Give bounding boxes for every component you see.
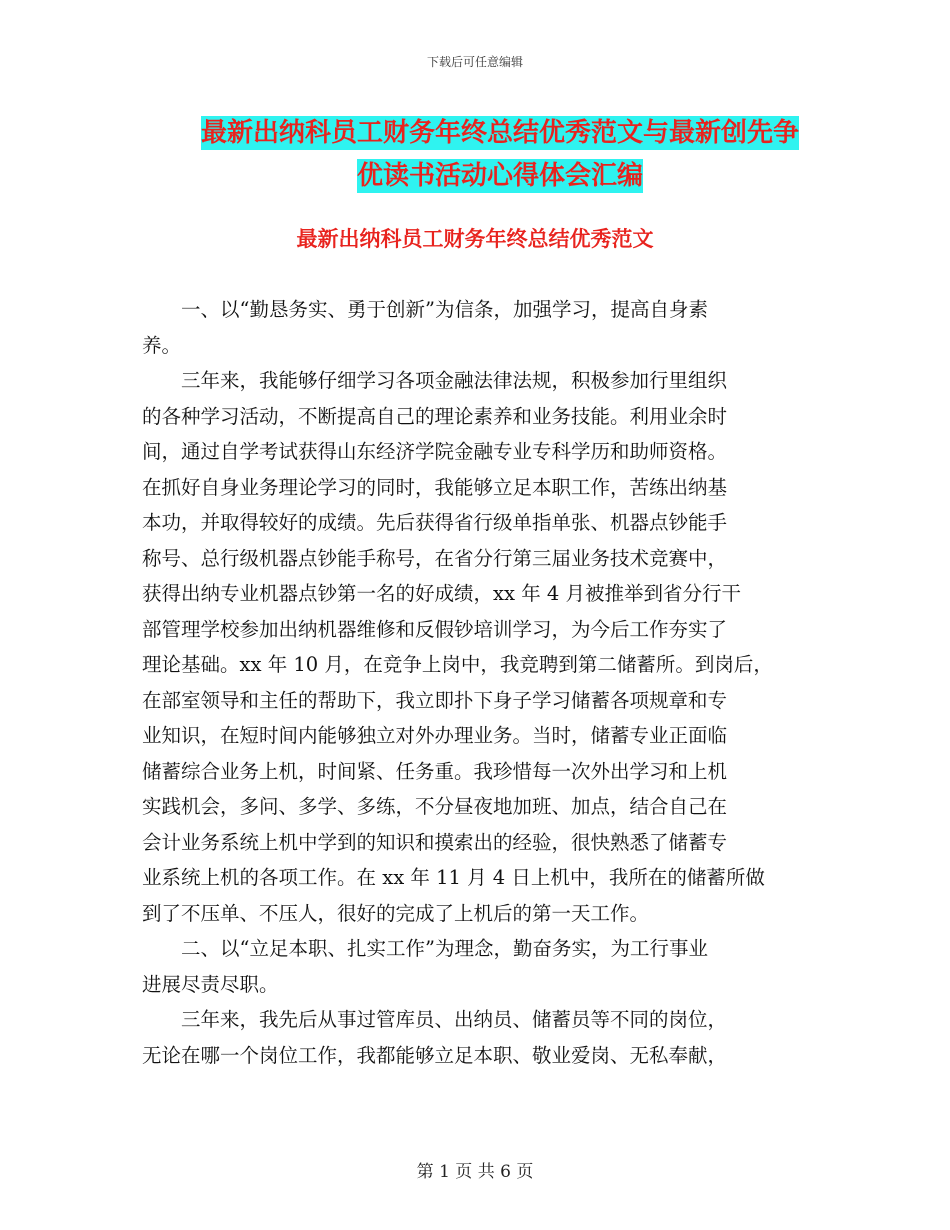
- paragraph-line: 二、以“立足本职、扎实工作”为理念，勤奋务实，为工行事业: [142, 937, 708, 960]
- document-title-line-2: [0, 158, 950, 194]
- document-title-line-1: [0, 115, 950, 151]
- paragraph-line: 获得出纳专业机器点钞第一名的好成绩，xx 年 4 月被推举到省分行干: [142, 582, 741, 605]
- paragraph-line: 实践机会，多问、多学、多练，不分昼夜地加班、加点，结合自己在: [142, 795, 728, 818]
- paragraph-line: 业系统上机的各项工作。在 xx 年 11 月 4 日上机中，我所在的储蓄所做: [142, 866, 765, 889]
- paragraph-line: 部管理学校参加出纳机器维修和反假钞培训学习，为今后工作夯实了: [142, 617, 728, 641]
- paragraph-line: 无论在哪一个岗位工作，我都能够立足本职、敬业爱岗、无私奉献，: [142, 1043, 728, 1067]
- document-title-text-2: 优读书活动心得体会汇编: [356, 161, 643, 191]
- document-title-text-1: 最新出纳科员工财务年终总结优秀范文与最新创先争: [200, 118, 799, 148]
- paragraph-line: 在部室领导和主任的帮助下，我立即扑下身子学习储蓄各项规章和专: [142, 688, 728, 712]
- paragraph-line: 进展尽责尽职。: [142, 972, 279, 996]
- page-number: 第 1 页 共 6 页: [416, 1162, 534, 1182]
- paragraph-line: 本功，并取得较好的成绩。先后获得省行级单指单张、机器点钞能手: [142, 511, 728, 534]
- paragraph-line: 在抓好自身业务理论学习的同时，我能够立足本职工作，苦练出纳基: [142, 475, 728, 499]
- paragraph-line: 会计业务系统上机中学到的知识和摸索出的经验，很快熟悉了储蓄专: [142, 830, 728, 854]
- body-text: [142, 292, 832, 1073]
- section-title: 最新出纳科员工财务年终总结优秀范文: [296, 226, 654, 251]
- paragraph-line: 养。: [142, 333, 182, 357]
- paragraph-line: 称号、总行级机器点钞能手称号，在省分行第三届业务技术竞赛中，: [142, 546, 728, 570]
- paragraph-line: 三年来，我能够仔细学习各项金融法律法规，积极参加行里组织: [142, 369, 728, 392]
- paragraph-line: 业知识，在短时间内能够独立对外办理业务。当时，储蓄专业正面临: [142, 724, 728, 747]
- paragraph-line: 一、以“勤恳务实、勇于创新”为信条，加强学习，提高自身素: [142, 298, 708, 321]
- paragraph-line: 三年来，我先后从事过管库员、出纳员、储蓄员等不同的岗位，: [142, 1008, 728, 1031]
- paragraph-line: 理论基础。xx 年 10 月，在竞争上岗中，我竞聘到第二储蓄所。到岗后，: [142, 653, 773, 676]
- paragraph-line: 间，通过自学考试获得山东经济学院金融专业专科学历和助师资格。: [142, 440, 728, 463]
- paragraph-line: 储蓄综合业务上机，时间紧、任务重。我珍惜每一次外出学习和上机: [142, 759, 728, 783]
- header-note: 下载后可任意编辑: [426, 55, 523, 69]
- paragraph-line: 的各种学习活动，不断提高自己的理论素养和业务技能。利用业余时: [142, 404, 728, 428]
- paragraph-line: 到了不压单、不压人，很好的完成了上机后的第一天工作。: [142, 901, 650, 925]
